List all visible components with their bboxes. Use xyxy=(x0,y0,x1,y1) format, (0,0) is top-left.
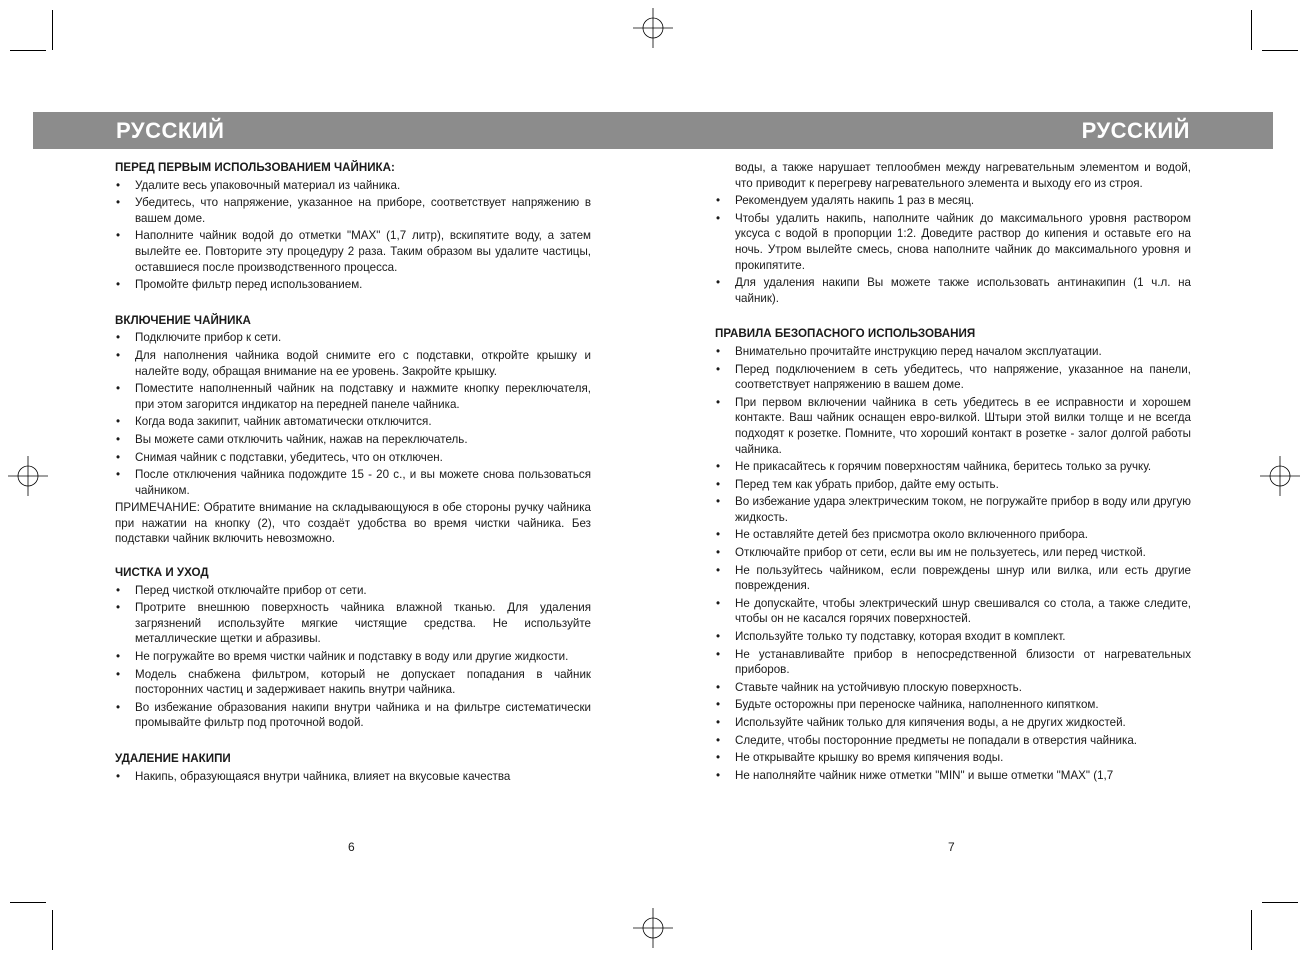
list-item: • Следите, чтобы посторонние предметы не попадали в отверстия чайника. xyxy=(715,733,1191,749)
crop-mark xyxy=(1251,10,1252,50)
list-item: • После отключения чайника подождите 15 - 20 с., и вы можете снова пользоваться чайником. xyxy=(115,467,591,498)
bullet-list xyxy=(715,193,1191,306)
bullet-list xyxy=(715,344,1191,783)
crop-mark xyxy=(1251,910,1252,950)
page-title-left: РУССКИЙ xyxy=(116,118,225,143)
list-item: • Будьте осторожны при переноске чайника, наполненного кипятком. xyxy=(715,697,1191,713)
list-item: • Модель снабжена фильтром, который не допускает попадания в чайник посторонних частиц и задерживает накипь внутри чайника. xyxy=(115,667,591,698)
list-item: • Не прикасайтесь к горячим поверхностям чайника, беритесь только за ручку. xyxy=(715,459,1191,475)
list-item: • Перед чисткой отключайте прибор от сети. xyxy=(115,583,591,599)
list-item: • Для удаления накипи Вы можете также использовать антинакипин (1 ч.л. на чайник). xyxy=(715,275,1191,306)
section-heading: ПРАВИЛА БЕЗОПАСНОГО ИСПОЛЬЗОВАНИЯ xyxy=(715,327,976,341)
crop-mark xyxy=(10,50,46,51)
registration-mark-icon xyxy=(633,8,673,48)
list-item: • Поместите наполненный чайник на подставку и нажмите кнопку переключателя, при этом загорится индикатор на передней панеле чайника. xyxy=(115,381,591,412)
list-item: • Вы можете сами отключить чайник, нажав на переключатель. xyxy=(115,432,591,448)
page-number-left: 6 xyxy=(348,840,355,854)
list-item: • Ставьте чайник на устойчивую плоскую поверхность. xyxy=(715,680,1191,696)
note-paragraph: ПРИМЕЧАНИЕ: Обратите внимание на складывающуюся в обе стороны ручку чайника при нажатии на кнопку (2), что создаёт удобства во время чистки чайника. Без подставки чайник включить невозможно. xyxy=(115,501,591,546)
list-item: • Не наполняйте чайник ниже отметки "MIN" и выше отметки "МАХ" (1,7 xyxy=(715,768,1191,784)
list-item: • Внимательно прочитайте инструкцию перед началом эксплуатации. xyxy=(715,344,1191,360)
list-item: • Не допускайте, чтобы электрический шнур свешивался со стола, а также следите, чтобы он не касался горячих поверхностей. xyxy=(715,596,1191,627)
bullet-list xyxy=(115,583,591,731)
list-item: • Не погружайте во время чистки чайник и подставку в воду или другие жидкости. xyxy=(115,649,591,665)
registration-mark-icon xyxy=(633,908,673,948)
section-heading: ВКЛЮЧЕНИЕ ЧАЙНИКА xyxy=(115,313,251,327)
list-item: • Не оставляйте детей без присмотра около включенного прибора. xyxy=(715,527,1191,543)
section-heading: ЧИСТКА И УХОД xyxy=(115,566,209,580)
crop-mark xyxy=(10,902,46,903)
crop-mark xyxy=(1262,902,1298,903)
list-item: • Используйте чайник только для кипячения воды, а не других жидкостей. xyxy=(715,715,1191,731)
list-item: • Не открывайте крышку во время кипячения воды. xyxy=(715,750,1191,766)
list-item: • Накипь, образующаяся внутри чайника, влияет на вкусовые качества xyxy=(115,769,591,785)
list-item: • При первом включении чайника в сеть убедитесь в ее исправности и хорошем контакте. Ваш чайник оснащен евро-вилкой. Штыри этой вилки толще и не всегда подходят к розетке. Помните, что хороший контакт в розетке - залог долгой работы чайника. xyxy=(715,395,1191,457)
list-item: • Во избежание удара электрическим током, не погружайте прибор в воду или другую жидкость. xyxy=(715,494,1191,525)
list-item: • Наполните чайник водой до отметки "МАХ" (1,7 литр), вскипятите воду, а затем вылейте ее. Повторите эту процедуру 2 раза. Таким образом вы удалите частицы, оставшиеся после производственного процесса. xyxy=(115,228,591,275)
list-item: • Для наполнения чайника водой снимите его с подставки, откройте крышку и налейте воду, обращая внимание на ее уровень. Закройте крышку. xyxy=(115,348,591,379)
list-item: • Снимая чайник с подставки, убедитесь, что он отключен. xyxy=(115,450,591,466)
list-item: • Удалите весь упаковочный материал из чайника. xyxy=(115,178,591,194)
bullet-list xyxy=(115,178,591,293)
right-column xyxy=(715,160,1191,785)
list-item: • Перед подключением в сеть убедитесь, что напряжение, указанное на панели, соответствует напряжению в вашем доме. xyxy=(715,362,1191,393)
left-column xyxy=(115,160,591,786)
registration-mark-icon xyxy=(8,456,48,496)
list-item: • Рекомендуем удалять накипь 1 раз в месяц. xyxy=(715,193,1191,209)
list-item: • Когда вода закипит, чайник автоматически отключится. xyxy=(115,414,591,430)
registration-mark-icon xyxy=(1260,456,1300,496)
list-item: • Чтобы удалить накипь, наполните чайник до максимального уровня раствором уксуса с водой в пропорции 1:2. Доведите раствор до кипения и оставьте его на ночь. Утром вылейте смесь, снова наполните чайник до максимального уровня и прокипятите. xyxy=(715,211,1191,273)
header-band xyxy=(33,112,1273,149)
list-item: • Протрите внешнюю поверхность чайника влажной тканью. Для удаления загрязнений используйте мягкие чистящие средства. Не используйте металлические щетки и абразивы. xyxy=(115,600,591,647)
crop-mark xyxy=(52,910,53,950)
list-item: • Отключайте прибор от сети, если вы им не пользуетесь, или перед чисткой. xyxy=(715,545,1191,561)
list-item: • Убедитесь, что напряжение, указанное на приборе, соответствует напряжению в вашем доме. xyxy=(115,195,591,226)
list-item: • Используйте только ту подставку, которая входит в комплект. xyxy=(715,629,1191,645)
page-number-right: 7 xyxy=(948,840,955,854)
crop-mark xyxy=(1262,50,1298,51)
bullet-list xyxy=(115,769,591,785)
bullet-list xyxy=(115,330,591,498)
list-item: • Не пользуйтесь чайником, если повреждены шнур или вилка, или есть другие повреждения. xyxy=(715,563,1191,594)
crop-mark xyxy=(52,10,53,50)
page-title-right: РУССКИЙ xyxy=(1081,118,1190,143)
list-item: • Подключите прибор к сети. xyxy=(115,330,591,346)
list-item: • Не устанавливайте прибор в непосредственной близости от нагревательных приборов. xyxy=(715,647,1191,678)
section-heading: ПЕРЕД ПЕРВЫМ ИСПОЛЬЗОВАНИЕМ ЧАЙНИКА: xyxy=(115,161,395,174)
list-item: • Во избежание образования накипи внутри чайника и на фильтре систематически промывайте фильтр под проточной водой. xyxy=(115,700,591,731)
continuation-text: воды, а также нарушает теплообмен между нагревательным элементом и водой, что приводит к перегреву нагревательного элемента и выходу его из строя. xyxy=(735,161,1191,190)
list-item: • Перед тем как убрать прибор, дайте ему остыть. xyxy=(715,477,1191,493)
list-item: • Промойте фильтр перед использованием. xyxy=(115,277,591,293)
section-heading: УДАЛЕНИЕ НАКИПИ xyxy=(115,752,231,765)
